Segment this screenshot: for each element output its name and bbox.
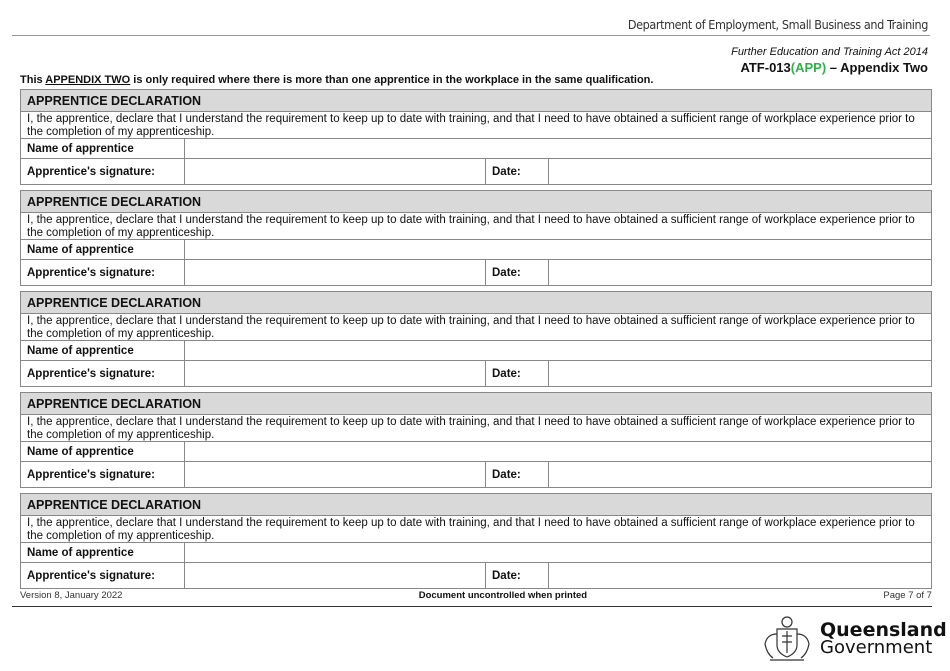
name-field[interactable] bbox=[185, 240, 931, 259]
name-field[interactable] bbox=[185, 341, 931, 360]
declaration-heading: APPRENTICE DECLARATION bbox=[21, 393, 931, 415]
name-row bbox=[21, 442, 931, 462]
signature-label: Apprentice's signature: bbox=[21, 159, 185, 184]
form-code bbox=[740, 60, 928, 75]
date-label: Date: bbox=[486, 159, 549, 184]
date-field[interactable] bbox=[549, 260, 931, 285]
declaration-heading: APPRENTICE DECLARATION bbox=[21, 292, 931, 314]
apprentice-declaration-block bbox=[20, 190, 932, 286]
act-title: Further Education and Training Act 2014 bbox=[731, 46, 928, 58]
apprentice-declaration-block bbox=[20, 89, 932, 185]
name-label: Name of apprentice bbox=[21, 139, 185, 158]
signature-label: Apprentice's signature: bbox=[21, 361, 185, 386]
declaration-text: I, the apprentice, declare that I understand the requirement to keep up to date with training, and that I need to have obtained a sufficient range of workplace experience prior to the completion of my apprenticeship. bbox=[21, 415, 931, 442]
declaration-text: I, the apprentice, declare that I understand the requirement to keep up to date with training, and that I need to have obtained a sufficient range of workplace experience prior to the completion of my apprenticeship. bbox=[21, 516, 931, 543]
declaration-blocks bbox=[20, 89, 932, 594]
name-row bbox=[21, 139, 931, 159]
apprentice-declaration-block bbox=[20, 392, 932, 488]
name-field[interactable] bbox=[185, 543, 931, 562]
name-label: Name of apprentice bbox=[21, 543, 185, 562]
date-field[interactable] bbox=[549, 462, 931, 487]
intro-pre: This bbox=[20, 74, 46, 86]
signature-field[interactable] bbox=[185, 260, 486, 285]
code-app: (APP) bbox=[790, 60, 827, 75]
date-label: Date: bbox=[486, 361, 549, 386]
queensland-government-logo bbox=[760, 614, 947, 664]
signature-label: Apprentice's signature: bbox=[21, 563, 185, 588]
uncontrolled-notice: Document uncontrolled when printed bbox=[418, 590, 588, 601]
logo-line2: Government bbox=[820, 637, 933, 658]
declaration-heading: APPRENTICE DECLARATION bbox=[21, 90, 931, 112]
date-label: Date: bbox=[486, 563, 549, 588]
name-row bbox=[21, 543, 931, 563]
header-rule bbox=[12, 35, 930, 36]
declaration-text: I, the apprentice, declare that I understand the requirement to keep up to date with training, and that I need to have obtained a sufficient range of workplace experience prior to the completion of my apprenticeship. bbox=[21, 314, 931, 341]
signature-row bbox=[21, 462, 931, 487]
signature-row bbox=[21, 361, 931, 386]
code-prefix: ATF-013 bbox=[740, 60, 791, 75]
name-row bbox=[21, 341, 931, 361]
date-field[interactable] bbox=[549, 361, 931, 386]
footer-rule bbox=[12, 606, 932, 607]
signature-field[interactable] bbox=[185, 462, 486, 487]
declaration-heading: APPRENTICE DECLARATION bbox=[21, 191, 931, 213]
name-field[interactable] bbox=[185, 139, 931, 158]
logo-line1: Queensland bbox=[820, 619, 947, 641]
name-label: Name of apprentice bbox=[21, 240, 185, 259]
declaration-text: I, the apprentice, declare that I understand the requirement to keep up to date with training, and that I need to have obtained a sufficient range of workplace experience prior to the completion of my apprenticeship. bbox=[21, 112, 931, 139]
date-field[interactable] bbox=[549, 159, 931, 184]
signature-row bbox=[21, 159, 931, 184]
signature-label: Apprentice's signature: bbox=[21, 260, 185, 285]
name-field[interactable] bbox=[185, 442, 931, 461]
signature-field[interactable] bbox=[185, 159, 486, 184]
code-suffix: – Appendix Two bbox=[826, 60, 928, 75]
date-label: Date: bbox=[486, 260, 549, 285]
version: Version 8, January 2022 bbox=[20, 590, 123, 601]
name-label: Name of apprentice bbox=[21, 442, 185, 461]
footer bbox=[20, 590, 932, 601]
name-label: Name of apprentice bbox=[21, 341, 185, 360]
name-row bbox=[21, 240, 931, 260]
apprentice-declaration-block bbox=[20, 291, 932, 387]
date-field[interactable] bbox=[549, 563, 931, 588]
signature-row bbox=[21, 260, 931, 285]
declaration-heading: APPRENTICE DECLARATION bbox=[21, 494, 931, 516]
intro-text bbox=[20, 74, 653, 86]
signature-label: Apprentice's signature: bbox=[21, 462, 185, 487]
signature-field[interactable] bbox=[185, 563, 486, 588]
signature-field[interactable] bbox=[185, 361, 486, 386]
signature-row bbox=[21, 563, 931, 588]
declaration-text: I, the apprentice, declare that I understand the requirement to keep up to date with training, and that I need to have obtained a sufficient range of workplace experience prior to the completion of my apprenticeship. bbox=[21, 213, 931, 240]
apprentice-declaration-block bbox=[20, 493, 932, 589]
date-label: Date: bbox=[486, 462, 549, 487]
intro-post: is only required where there is more than one apprentice in the workplace in the same qualification. bbox=[130, 74, 654, 86]
department-name: Department of Employment, Small Business and Training bbox=[627, 17, 928, 32]
intro-emph: APPENDIX TWO bbox=[45, 74, 131, 86]
coat-of-arms-icon bbox=[760, 614, 814, 664]
page-number: Page 7 of 7 bbox=[883, 590, 932, 601]
